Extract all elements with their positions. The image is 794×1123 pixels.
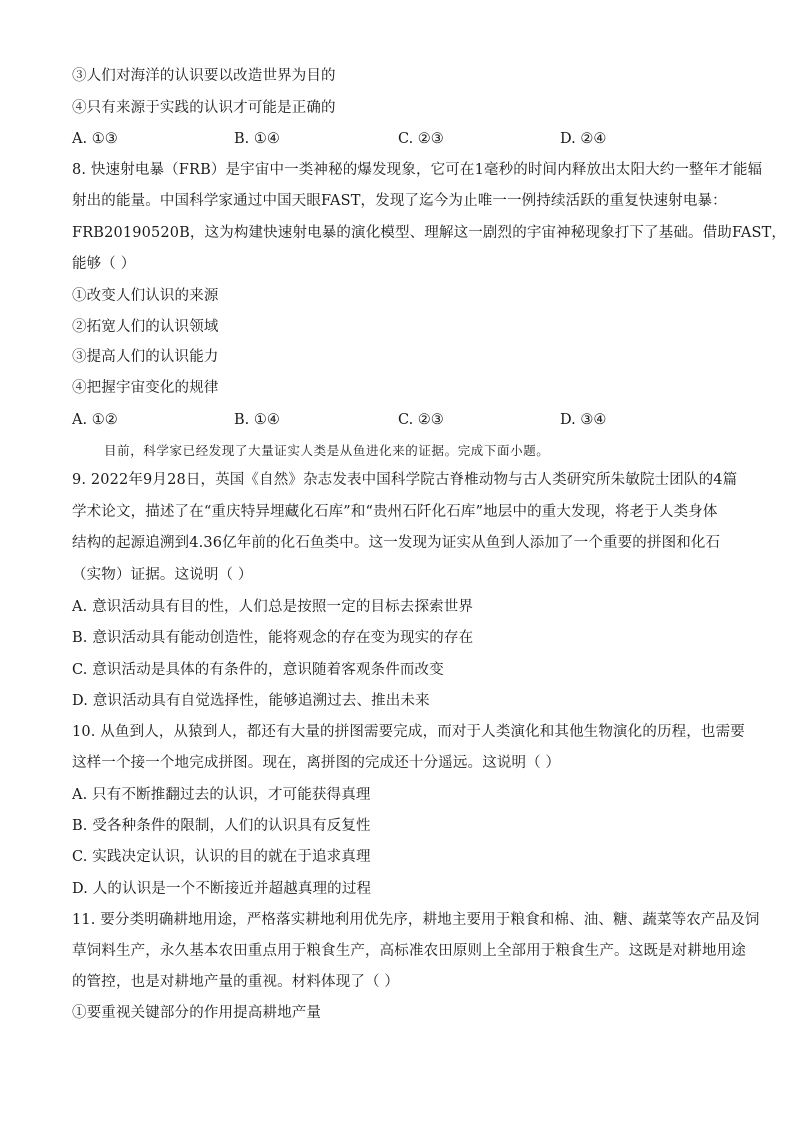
q8-stem-line-3: FRB20190520B，这为构建快速射电暴的演化模型、理解这一剧烈的宇宙神秘现象打下了基础。借助FAST，	[72, 225, 787, 241]
q8-options	[72, 410, 722, 430]
q7-options	[72, 129, 722, 149]
q8-statement-3: ③提高人们的认识能力	[72, 349, 219, 365]
q7-statement-3: ③人们对海洋的认识要以改造世界为目的	[72, 68, 336, 84]
q10-option-b: B. 受各种条件的限制，人们的认识具有反复性	[72, 818, 371, 834]
q9-stem-line-4: （实物）证据。这说明（ ）	[72, 567, 253, 583]
q7-option-c: C. ②③	[398, 131, 444, 147]
q8-statement-2: ②拓宽人们的认识领域	[72, 319, 219, 335]
q9-stem-line-1: 9. 2022年9月28日，英国《自然》杂志发表中国科学院古脊椎动物与古人类研究所朱敏院士团队的4篇	[72, 472, 738, 488]
q7-statement-4: ④只有来源于实践的认识才可能是正确的	[72, 100, 336, 116]
q8-stem-line-2: 射出的能量。中国科学家通过中国天眼FAST，发现了迄今为止唯一一例持续活跃的重复快速射电暴：	[72, 193, 727, 209]
q8-stem-line-1: 8. 快速射电暴（FRB）是宇宙中一类神秘的爆发现象，它可在1毫秒的时间内释放出太阳大约一整年才能辐	[72, 162, 763, 178]
q8-option-d: D. ③④	[560, 412, 607, 428]
q7-option-d: D. ②④	[560, 131, 607, 147]
q9-option-c: C. 意识活动是具体的有条件的，意识随着客观条件而改变	[72, 662, 444, 678]
q10-option-c: C. 实践决定认识，认识的目的就在于追求真理	[72, 849, 371, 865]
q8-option-c: C. ②③	[398, 412, 444, 428]
q7-option-a: A. ①③	[72, 131, 118, 147]
q10-option-a: A. 只有不断推翻过去的认识，才可能获得真理	[72, 787, 371, 803]
q11-stem-line-2: 草饲料生产，永久基本农田重点用于粮食生产，高标准农田原则上全部用于粮食生产。这既是对耕地用途	[72, 943, 746, 959]
group-intro: 目前，科学家已经发现了大量证实人类是从鱼进化来的证据。完成下面小题。	[104, 443, 550, 458]
q11-stem-line-3: 的管控，也是对耕地产量的重视。材料体现了（ ）	[72, 974, 400, 990]
q9-option-d: D. 意识活动具有自觉选择性，能够追溯过去、推出未来	[72, 693, 430, 709]
q10-stem-line-2: 这样一个接一个地完成拼图。现在，离拼图的完成还十分遥远。这说明（ ）	[72, 755, 561, 771]
q9-stem-line-3: 结构的起源追溯到4.36亿年前的化石鱼类中。这一发现为证实从鱼到人添加了一个重要的拼图和化石	[72, 535, 721, 551]
q9-option-b: B. 意识活动具有能动创造性，能将观念的存在变为现实的存在	[72, 630, 474, 646]
q8-option-a: A. ①②	[72, 412, 118, 428]
q8-stem-line-4: 能够（ ）	[72, 256, 136, 272]
q10-option-d: D. 人的认识是一个不断接近并超越真理的过程	[72, 881, 372, 897]
q7-option-b: B. ①④	[234, 131, 280, 147]
q9-stem-line-2: 学术论文，描述了在“重庆特异埋藏化石库”和“贵州石阡化石库”地层中的重大发现，将老于人类身体	[72, 504, 718, 520]
q11-statement-1: ①要重视关键部分的作用提高耕地产量	[72, 1005, 322, 1021]
q9-option-a: A. 意识活动具有目的性，人们总是按照一定的目标去探索世界	[72, 599, 474, 615]
q8-option-b: B. ①④	[234, 412, 280, 428]
q11-stem-line-1: 11. 要分类明确耕地用途，严格落实耕地利用优先序，耕地主要用于粮食和棉、油、糖、蔬菜等农产品及饲	[72, 912, 760, 928]
q8-statement-1: ①改变人们认识的来源	[72, 288, 219, 304]
q8-statement-4: ④把握宇宙变化的规律	[72, 380, 219, 396]
q10-stem-line-1: 10. 从鱼到人，从猿到人，都还有大量的拼图需要完成，而对于人类演化和其他生物演化的历程，也需要	[72, 724, 745, 740]
